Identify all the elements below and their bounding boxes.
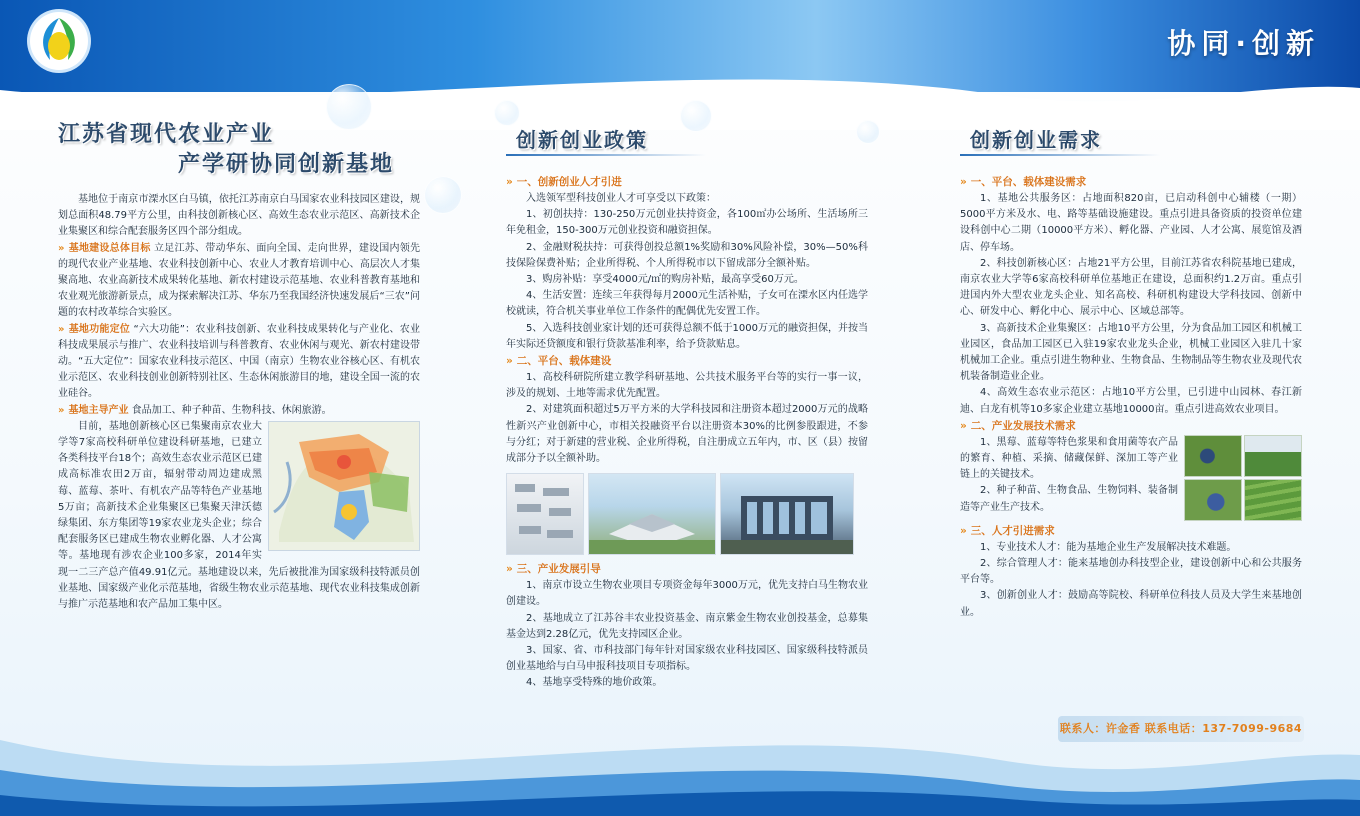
greenhouse-image — [1244, 435, 1302, 477]
talent-intro-title: » 一、创新创业人才引进 — [506, 176, 622, 188]
campus-aerial-image — [588, 473, 716, 555]
policy-item: 4、基地享受特殊的地价政策。 — [526, 677, 663, 689]
double-chevron-icon: » — [960, 176, 967, 188]
crop-photos — [1184, 435, 1302, 521]
platform-demand-title: » 一、平台、载体建设需求 — [960, 176, 1087, 188]
tea-field-image — [1244, 479, 1302, 521]
double-chevron-icon: » — [506, 176, 513, 188]
policy-item: 3、购房补贴：享受4000元/㎡的购房补贴，最高享受60万元。 — [526, 274, 804, 286]
header-slogan: 协同·创新 — [1167, 27, 1320, 60]
talent-intro-lead: 入选领军型科技创业人才可享受以下政策： — [526, 193, 716, 204]
demand-item: 2、种子种苗、生物食品、生物饲料、装备制造等产业生产技术。 — [960, 485, 1178, 513]
double-chevron-icon: » — [960, 524, 967, 537]
double-chevron-icon: » — [58, 323, 65, 335]
status-paragraph: 目前，基地创新核心区已集聚南京农业大学等7家高校科研单位建设科研基地，已建立各类科技平台18个；高效生态农业示范区已建成高标准农田2万亩，辐射带动周边建成黑莓、蓝莓、茶叶、有机农产品等特色产业基地5万亩；高新技术企业集聚区已集聚天津沃德绿集团、东方集团等19家农业龙头企业；综合配套服务区已建成生物农业孵化器、人才公寓等。基地现有涉农企业100多家，2014年实现一二三产总产值49.91亿元。基地建设以来，先后被批准为国家级科技特派员创业基地、国家级产业化示范基地，省级生物农业示范基地、现代农业科技集成创新与推广示范基地和农产品加工集中区。 — [58, 420, 420, 611]
industry-paragraph — [58, 403, 420, 419]
demand-item: 1、基地公共服务区：占地面积820亩，已启动科创中心辅楼（一期）5000平方米及水、电、路等基础设施建设。重点引进具备资质的投资单位建设科创中心二期（10000平方米）、孵化器、产业园、人才公寓、展览馆及酒店、停车场。 — [960, 193, 1302, 253]
double-chevron-icon: » — [58, 404, 65, 416]
building-render-image — [720, 473, 854, 555]
left-column — [58, 120, 420, 613]
policy-item: 2、基地成立了江苏谷丰农业投资基金、南京紫金生物农业创投基金，总募集基金达到2.28亿元，优先支持园区企业。 — [506, 612, 868, 640]
demand-item: 1、黑莓、蓝莓等特色浆果和食用菌等农产品的繁育、种植、采摘、储藏保鲜、深加工等产业链上的关键技术。 — [960, 436, 1178, 481]
demand-item: 1、专业技术人才：能为基地企业生产发展解决技术难题。 — [980, 541, 1237, 553]
industry-text: 食品加工、种子种苗、生物科技、休闲旅游。 — [131, 404, 332, 416]
tech-demand-title: » 二、产业发展技术需求 — [960, 419, 1076, 432]
heading-underline — [960, 154, 1160, 156]
goal-key: 基地建设总体目标 — [68, 242, 151, 254]
policy-item: 5、入选科技创业家计划的还可获得总额不低于1000万元的融资担保，并按当年实际还贷额度和银行贷款基准利率，给予贷款贴息。 — [506, 322, 868, 350]
policy-item: 1、南京市设立生物农业项目专项资金每年3000万元，优先支持白马生物农业创建设。 — [506, 580, 868, 608]
campus-photos — [506, 473, 868, 555]
demand-heading-text: 创新创业需求 — [970, 128, 1102, 152]
logo — [30, 12, 88, 70]
blueberry-image — [1184, 479, 1242, 521]
position-paragraph — [58, 322, 420, 403]
policy-heading — [506, 120, 868, 160]
double-chevron-icon: » — [506, 355, 513, 368]
campus-plan-image — [506, 473, 584, 555]
platform-title: » 二、平台、载体建设 — [506, 355, 612, 368]
contact-bar: 联系人：许金香 联系电话：137-7099-9684 — [1058, 716, 1304, 742]
main-title-line2: 产学研协同创新基地 — [178, 152, 395, 177]
demand-item: 3、高新技术企业集聚区：占地10平方公里，分为食品加工园区和机械工业园区，食品加工园区已入驻19家农业龙头企业，机械工业园区入驻几十家机械加工企业。重点引进生物种业、生物食品、生物制品等生物农业及现代农机装备制造业企业。 — [960, 322, 1302, 383]
goal-paragraph — [58, 241, 420, 322]
decor-bubble — [424, 176, 462, 214]
planning-map-image — [268, 421, 420, 551]
leaf-logo-icon — [30, 12, 88, 70]
industry-key: 基地主导产业 — [68, 404, 129, 416]
policy-item: 1、高校科研院所建立教学科研基地、公共技术服务平台等的实行一事一议，涉及的规划、土地等需求优先配置。 — [506, 372, 868, 400]
demand-item: 2、科技创新核心区：占地21平方公里，目前江苏省农科院基地已建成，南京农业大学等6家高校科研单位基地正在建设，总面积约1.2万亩。重点引进国内外大型农业龙头企业、知名高校、科研机构建设大学科技园、创新中心、研发中心、孵化中心、展示中心、区域总部等。 — [960, 257, 1302, 318]
talent-demand-title: » 三、人才引进需求 — [960, 524, 1055, 537]
position-text: “六大功能”：农业科技创新、农业科技成果转化与产业化、农业科技成果展示与推广、农业科技培训与科普教育、农业休闲与观光、新农村建设带动。“五大定位”：国家农业科技示范区、中国（南京）生物农业谷核心区、有机农业示范区、农业科技创业创新特别社区、生态休闲旅游目的地，建设全国一流的农业硅谷。 — [58, 323, 420, 400]
double-chevron-icon: » — [506, 563, 513, 576]
berry-image — [1184, 435, 1242, 477]
policy-item: 3、国家、省、市科技部门每年针对国家级农业科技园区、国家级科技特派员创业基地给与白马申报科技项目专项指标。 — [506, 645, 868, 673]
double-chevron-icon: » — [960, 419, 967, 432]
goal-text: 立足江苏、带动华东、面向全国、走向世界，建设国内领先的现代农业产业基地、农业科技创新中心、农业人才教育培训中心、高层次人才集聚高地、农业高新技术成果转化基地、新农村建设示范基地、农业科普教育基地和农业观光旅游新景点，成为探索解决江苏、华东乃至我国经济快速发展后“三农”问题的农村改革综合实验区。 — [58, 242, 421, 319]
policy-item: 1、初创扶持：130-250万元创业扶持资金，各100㎡办公场所、生活场所三年免租金，150-300万元创业投资和融资担保。 — [506, 209, 868, 237]
demand-heading — [960, 120, 1302, 160]
industry-guide-title: » 三、产业发展引导 — [506, 563, 601, 576]
policy-item: 4、生活安置：连续三年获得每月2000元生活补贴，子女可在溧水区内任选学校就读，符合机关事业单位工作条件的配偶优先安置工作。 — [506, 290, 868, 318]
map-illustration — [269, 422, 419, 550]
policy-heading-text: 创新创业政策 — [516, 128, 648, 152]
demand-item: 3、创新创业人才：鼓励高等院校、科研单位科技人员及大学生来基地创业。 — [960, 590, 1302, 618]
demand-item: 2、综合管理人才：能来基地创办科技型企业，建设创新中心和公共服务平台等。 — [960, 558, 1302, 586]
middle-column — [506, 120, 868, 692]
position-key: 基地功能定位 — [68, 323, 131, 335]
double-chevron-icon: » — [58, 242, 65, 254]
policy-item: 2、金融财税扶持：可获得创投总额1%奖励和30%风险补偿，30%—50%科技保险保费补贴；企业所得税、个人所得税市以下留成部分全额补贴。 — [506, 241, 868, 269]
intro-paragraph: 基地位于南京市溧水区白马镇，依托江苏南京白马国家农业科技园区建设，规划总面积48.79平方公里，由科技创新核心区、高效生态农业示范区、高新技术企业集聚区和综合配套服务区四个部分组成。 — [58, 194, 420, 238]
demand-item: 4、高效生态农业示范区：占地10平方公里，已引进中山园林、春江新迪、白龙有机等10多家企业建立基地10000亩。重点引进高效农业项目。 — [960, 387, 1302, 415]
heading-underline — [506, 154, 706, 156]
right-column — [960, 120, 1302, 621]
main-title-line1: 江苏省现代农业产业 — [58, 122, 275, 147]
policy-item: 2、对建筑面积超过5万平方米的大学科技园和注册资本超过2000万元的战略性新兴产业创新中心，市相关投融资平台以注册资本30%的比例参股跟进，不参与分红；对于新建的营业税、企业所得税，自注册成立五年内，市、区（县）按留成部分予以全额补助。 — [506, 404, 868, 465]
